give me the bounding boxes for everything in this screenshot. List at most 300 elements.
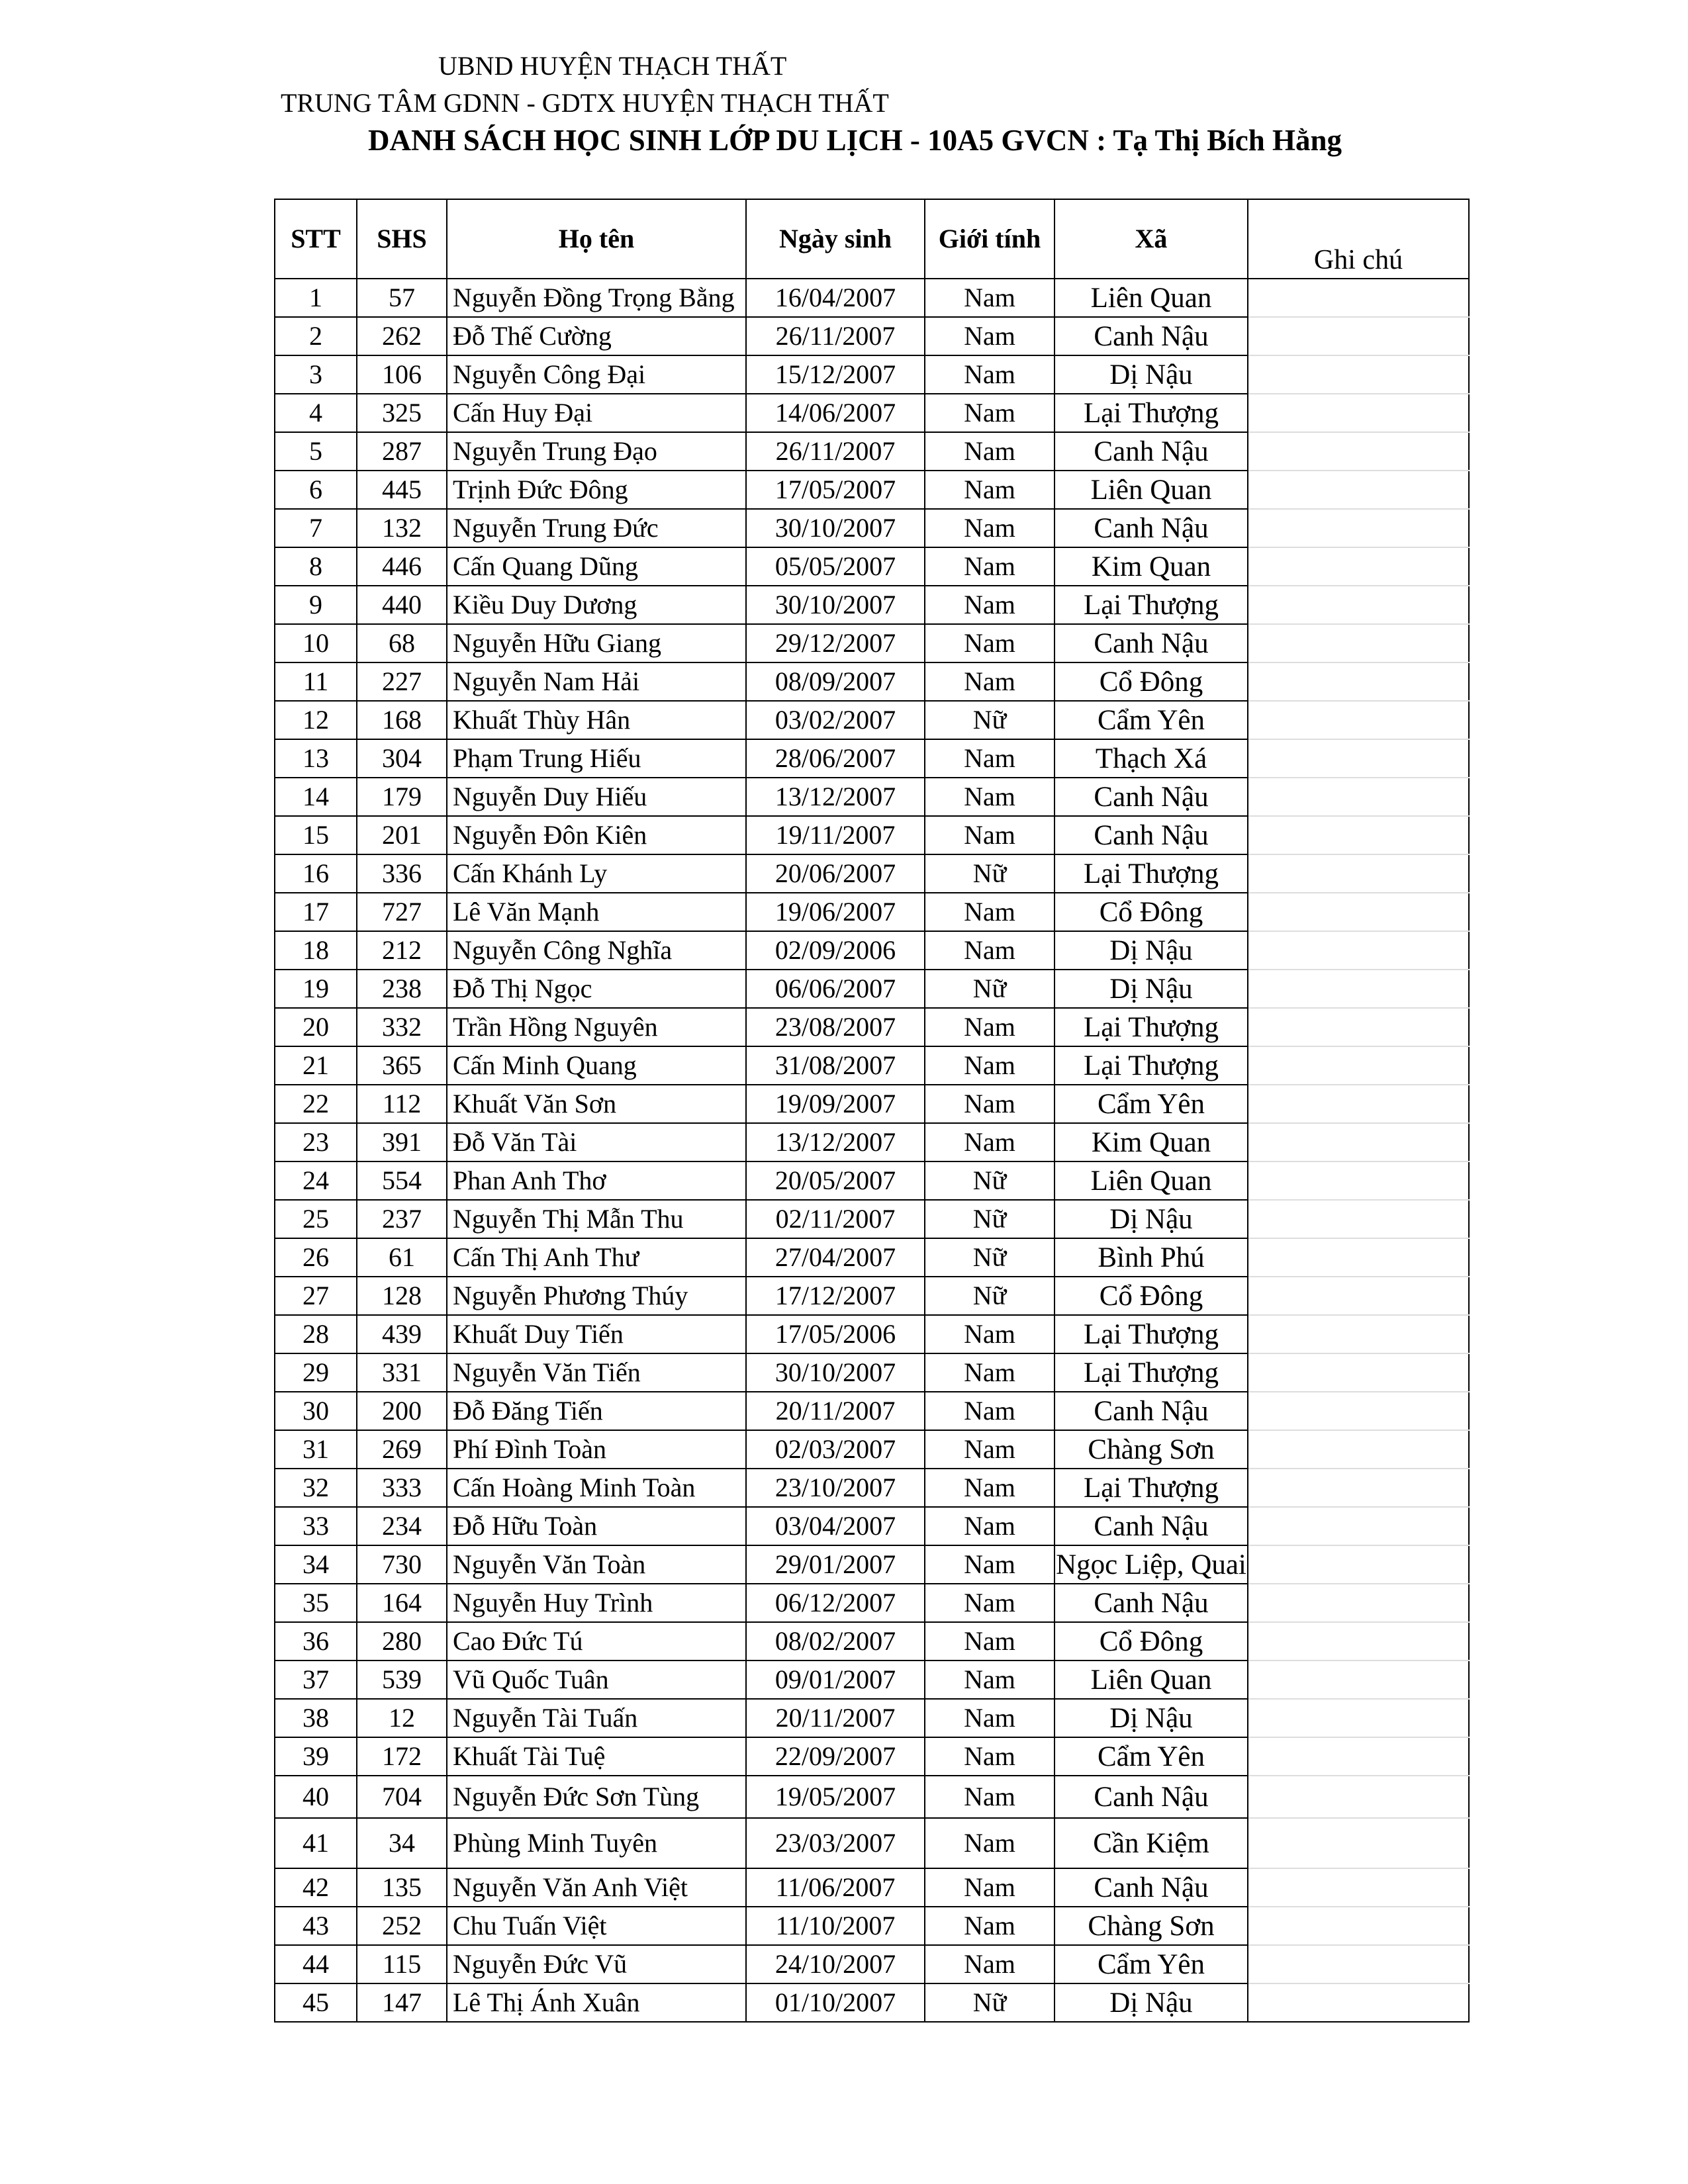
cell-shs: 332 bbox=[357, 1008, 447, 1046]
cell-gender: Nam bbox=[925, 1315, 1055, 1353]
cell-gender: Nữ bbox=[925, 1277, 1055, 1315]
cell-notes bbox=[1248, 1818, 1469, 1868]
cell-name: Nguyễn Duy Hiếu bbox=[447, 778, 746, 816]
cell-stt: 24 bbox=[275, 1161, 357, 1200]
cell-gender: Nam bbox=[925, 816, 1055, 854]
cell-name: Nguyễn Đôn Kiên bbox=[447, 816, 746, 854]
cell-shs: 227 bbox=[357, 662, 447, 701]
cell-commune: Lại Thượng bbox=[1055, 1469, 1248, 1507]
cell-gender: Nữ bbox=[925, 1200, 1055, 1238]
cell-name: Nguyễn Thị Mẫn Thu bbox=[447, 1200, 746, 1238]
cell-notes bbox=[1248, 471, 1469, 509]
table-row bbox=[275, 1545, 1469, 1584]
cell-stt: 12 bbox=[275, 701, 357, 739]
cell-notes bbox=[1248, 1737, 1469, 1776]
cell-dob: 20/05/2007 bbox=[746, 1161, 925, 1200]
table-row bbox=[275, 355, 1469, 394]
org-line-1: UBND HUYỆN THẠCH THẤT bbox=[438, 51, 787, 81]
cell-name: Trịnh Đức Đông bbox=[447, 471, 746, 509]
cell-commune: Dị Nậu bbox=[1055, 970, 1248, 1008]
cell-commune: Cẩm Yên bbox=[1055, 701, 1248, 739]
cell-stt: 14 bbox=[275, 778, 357, 816]
cell-stt: 28 bbox=[275, 1315, 357, 1353]
cell-gender: Nam bbox=[925, 586, 1055, 624]
table-row bbox=[275, 931, 1469, 970]
table-row bbox=[275, 1238, 1469, 1277]
cell-stt: 39 bbox=[275, 1737, 357, 1776]
cell-name: Cao Đức Tú bbox=[447, 1622, 746, 1661]
cell-dob: 15/12/2007 bbox=[746, 355, 925, 394]
table-row bbox=[275, 1392, 1469, 1430]
cell-notes bbox=[1248, 1907, 1469, 1945]
cell-notes bbox=[1248, 1983, 1469, 2022]
table-row bbox=[275, 854, 1469, 893]
cell-notes bbox=[1248, 1507, 1469, 1545]
cell-commune: Liên Quan bbox=[1055, 1661, 1248, 1699]
cell-dob: 02/09/2006 bbox=[746, 931, 925, 970]
cell-commune: Kim Quan bbox=[1055, 547, 1248, 586]
cell-shs: 68 bbox=[357, 624, 447, 662]
cell-name: Nguyễn Công Nghĩa bbox=[447, 931, 746, 970]
table-row bbox=[275, 701, 1469, 739]
table-row bbox=[275, 1699, 1469, 1737]
cell-notes bbox=[1248, 586, 1469, 624]
table-row bbox=[275, 1584, 1469, 1622]
cell-gender: Nam bbox=[925, 471, 1055, 509]
cell-name: Cấn Thị Anh Thư bbox=[447, 1238, 746, 1277]
cell-stt: 34 bbox=[275, 1545, 357, 1584]
cell-commune: Canh Nậu bbox=[1055, 432, 1248, 471]
cell-commune: Bình Phú bbox=[1055, 1238, 1248, 1277]
cell-name: Đỗ Thế Cường bbox=[447, 317, 746, 355]
cell-shs: 12 bbox=[357, 1699, 447, 1737]
cell-notes bbox=[1248, 1469, 1469, 1507]
cell-shs: 333 bbox=[357, 1469, 447, 1507]
cell-stt: 23 bbox=[275, 1123, 357, 1161]
cell-commune: Dị Nậu bbox=[1055, 931, 1248, 970]
cell-dob: 13/12/2007 bbox=[746, 1123, 925, 1161]
cell-gender: Nam bbox=[925, 931, 1055, 970]
cell-stt: 20 bbox=[275, 1008, 357, 1046]
cell-notes bbox=[1248, 701, 1469, 739]
cell-gender: Nam bbox=[925, 1776, 1055, 1818]
cell-stt: 4 bbox=[275, 394, 357, 432]
cell-shs: 252 bbox=[357, 1907, 447, 1945]
cell-name: Lê Thị Ánh Xuân bbox=[447, 1983, 746, 2022]
cell-dob: 29/01/2007 bbox=[746, 1545, 925, 1584]
cell-gender: Nam bbox=[925, 1392, 1055, 1430]
cell-gender: Nữ bbox=[925, 1161, 1055, 1200]
cell-shs: 34 bbox=[357, 1818, 447, 1868]
cell-gender: Nam bbox=[925, 547, 1055, 586]
cell-commune: Canh Nậu bbox=[1055, 1507, 1248, 1545]
cell-dob: 30/10/2007 bbox=[746, 509, 925, 547]
cell-name: Nguyễn Huy Trình bbox=[447, 1584, 746, 1622]
column-header-notes: Ghi chú bbox=[1248, 199, 1469, 279]
cell-notes bbox=[1248, 1008, 1469, 1046]
cell-dob: 14/06/2007 bbox=[746, 394, 925, 432]
cell-shs: 439 bbox=[357, 1315, 447, 1353]
cell-notes bbox=[1248, 547, 1469, 586]
org-line-2: TRUNG TÂM GDNN - GDTX HUYỆN THẠCH THẤT bbox=[281, 88, 889, 118]
cell-shs: 179 bbox=[357, 778, 447, 816]
cell-gender: Nam bbox=[925, 1699, 1055, 1737]
cell-commune: Lại Thượng bbox=[1055, 394, 1248, 432]
cell-shs: 212 bbox=[357, 931, 447, 970]
table-row bbox=[275, 1661, 1469, 1699]
cell-gender: Nam bbox=[925, 1353, 1055, 1392]
cell-name: Nguyễn Hữu Giang bbox=[447, 624, 746, 662]
cell-shs: 365 bbox=[357, 1046, 447, 1085]
cell-notes bbox=[1248, 1945, 1469, 1983]
cell-name: Nguyễn Trung Đức bbox=[447, 509, 746, 547]
cell-gender: Nam bbox=[925, 355, 1055, 394]
cell-name: Nguyễn Văn Anh Việt bbox=[447, 1868, 746, 1907]
cell-stt: 38 bbox=[275, 1699, 357, 1737]
cell-stt: 30 bbox=[275, 1392, 357, 1430]
cell-notes bbox=[1248, 624, 1469, 662]
cell-stt: 11 bbox=[275, 662, 357, 701]
table-row bbox=[275, 1277, 1469, 1315]
cell-commune: Dị Nậu bbox=[1055, 1699, 1248, 1737]
cell-commune: Ngọc Liệp, Quai bbox=[1055, 1545, 1248, 1584]
cell-notes bbox=[1248, 778, 1469, 816]
cell-name: Khuất Duy Tiến bbox=[447, 1315, 746, 1353]
cell-stt: 33 bbox=[275, 1507, 357, 1545]
cell-stt: 27 bbox=[275, 1277, 357, 1315]
cell-gender: Nam bbox=[925, 1584, 1055, 1622]
cell-dob: 03/04/2007 bbox=[746, 1507, 925, 1545]
cell-dob: 11/10/2007 bbox=[746, 1907, 925, 1945]
cell-dob: 16/04/2007 bbox=[746, 279, 925, 317]
cell-dob: 08/02/2007 bbox=[746, 1622, 925, 1661]
cell-shs: 147 bbox=[357, 1983, 447, 2022]
cell-gender: Nam bbox=[925, 624, 1055, 662]
cell-name: Trần Hồng Nguyên bbox=[447, 1008, 746, 1046]
cell-shs: 234 bbox=[357, 1507, 447, 1545]
cell-shs: 238 bbox=[357, 970, 447, 1008]
cell-stt: 32 bbox=[275, 1469, 357, 1507]
cell-dob: 23/10/2007 bbox=[746, 1469, 925, 1507]
table-row bbox=[275, 1200, 1469, 1238]
cell-shs: 304 bbox=[357, 739, 447, 778]
cell-gender: Nam bbox=[925, 1818, 1055, 1868]
cell-shs: 554 bbox=[357, 1161, 447, 1200]
cell-stt: 17 bbox=[275, 893, 357, 931]
cell-gender: Nam bbox=[925, 1737, 1055, 1776]
cell-dob: 23/08/2007 bbox=[746, 1008, 925, 1046]
cell-shs: 336 bbox=[357, 854, 447, 893]
cell-shs: 200 bbox=[357, 1392, 447, 1430]
cell-commune: Liên Quan bbox=[1055, 471, 1248, 509]
cell-stt: 37 bbox=[275, 1661, 357, 1699]
cell-commune: Liên Quan bbox=[1055, 1161, 1248, 1200]
cell-dob: 06/12/2007 bbox=[746, 1584, 925, 1622]
cell-shs: 325 bbox=[357, 394, 447, 432]
cell-commune: Cổ Đông bbox=[1055, 893, 1248, 931]
cell-stt: 7 bbox=[275, 509, 357, 547]
cell-name: Nguyễn Đức Vũ bbox=[447, 1945, 746, 1983]
cell-gender: Nam bbox=[925, 1868, 1055, 1907]
cell-notes bbox=[1248, 1622, 1469, 1661]
table-row bbox=[275, 778, 1469, 816]
cell-stt: 8 bbox=[275, 547, 357, 586]
cell-notes bbox=[1248, 509, 1469, 547]
cell-dob: 08/09/2007 bbox=[746, 662, 925, 701]
cell-dob: 30/10/2007 bbox=[746, 586, 925, 624]
cell-shs: 164 bbox=[357, 1584, 447, 1622]
cell-gender: Nam bbox=[925, 1430, 1055, 1469]
cell-stt: 3 bbox=[275, 355, 357, 394]
column-header-commune: Xã bbox=[1055, 199, 1248, 279]
table-row bbox=[275, 432, 1469, 471]
cell-shs: 106 bbox=[357, 355, 447, 394]
cell-name: Chu Tuấn Việt bbox=[447, 1907, 746, 1945]
cell-notes bbox=[1248, 1392, 1469, 1430]
cell-shs: 730 bbox=[357, 1545, 447, 1584]
cell-commune: Lại Thượng bbox=[1055, 586, 1248, 624]
cell-commune: Canh Nậu bbox=[1055, 1584, 1248, 1622]
cell-name: Phan Anh Thơ bbox=[447, 1161, 746, 1200]
cell-stt: 25 bbox=[275, 1200, 357, 1238]
cell-shs: 128 bbox=[357, 1277, 447, 1315]
cell-shs: 172 bbox=[357, 1737, 447, 1776]
cell-shs: 445 bbox=[357, 471, 447, 509]
cell-dob: 24/10/2007 bbox=[746, 1945, 925, 1983]
cell-dob: 23/03/2007 bbox=[746, 1818, 925, 1868]
cell-name: Cấn Quang Dũng bbox=[447, 547, 746, 586]
cell-name: Nguyễn Văn Toàn bbox=[447, 1545, 746, 1584]
cell-shs: 135 bbox=[357, 1868, 447, 1907]
cell-shs: 237 bbox=[357, 1200, 447, 1238]
cell-gender: Nam bbox=[925, 432, 1055, 471]
table-row bbox=[275, 1622, 1469, 1661]
cell-commune: Cổ Đông bbox=[1055, 662, 1248, 701]
cell-notes bbox=[1248, 1661, 1469, 1699]
cell-dob: 11/06/2007 bbox=[746, 1868, 925, 1907]
column-header-dob: Ngày sinh bbox=[746, 199, 925, 279]
cell-name: Nguyễn Đức Sơn Tùng bbox=[447, 1776, 746, 1818]
cell-stt: 21 bbox=[275, 1046, 357, 1085]
table-row bbox=[275, 893, 1469, 931]
table-row bbox=[275, 1507, 1469, 1545]
table-row bbox=[275, 547, 1469, 586]
cell-gender: Nam bbox=[925, 1545, 1055, 1584]
cell-commune: Canh Nậu bbox=[1055, 317, 1248, 355]
cell-commune: Canh Nậu bbox=[1055, 509, 1248, 547]
cell-shs: 201 bbox=[357, 816, 447, 854]
cell-stt: 31 bbox=[275, 1430, 357, 1469]
cell-name: Vũ Quốc Tuân bbox=[447, 1661, 746, 1699]
cell-stt: 22 bbox=[275, 1085, 357, 1123]
cell-stt: 45 bbox=[275, 1983, 357, 2022]
cell-shs: 269 bbox=[357, 1430, 447, 1469]
cell-dob: 17/12/2007 bbox=[746, 1277, 925, 1315]
cell-dob: 17/05/2006 bbox=[746, 1315, 925, 1353]
cell-shs: 727 bbox=[357, 893, 447, 931]
cell-stt: 13 bbox=[275, 739, 357, 778]
cell-name: Phí Đình Toàn bbox=[447, 1430, 746, 1469]
cell-gender: Nam bbox=[925, 893, 1055, 931]
cell-stt: 36 bbox=[275, 1622, 357, 1661]
table-row bbox=[275, 1008, 1469, 1046]
cell-stt: 40 bbox=[275, 1776, 357, 1818]
table-row bbox=[275, 970, 1469, 1008]
cell-name: Đỗ Đăng Tiến bbox=[447, 1392, 746, 1430]
cell-dob: 30/10/2007 bbox=[746, 1353, 925, 1392]
cell-name: Khuất Văn Sơn bbox=[447, 1085, 746, 1123]
cell-name: Khuất Thùy Hân bbox=[447, 701, 746, 739]
cell-commune: Dị Nậu bbox=[1055, 355, 1248, 394]
cell-commune: Lại Thượng bbox=[1055, 854, 1248, 893]
cell-gender: Nam bbox=[925, 662, 1055, 701]
cell-name: Đỗ Hữu Toàn bbox=[447, 1507, 746, 1545]
cell-shs: 168 bbox=[357, 701, 447, 739]
cell-notes bbox=[1248, 1161, 1469, 1200]
cell-stt: 41 bbox=[275, 1818, 357, 1868]
cell-commune: Cổ Đông bbox=[1055, 1622, 1248, 1661]
cell-commune: Lại Thượng bbox=[1055, 1008, 1248, 1046]
cell-dob: 13/12/2007 bbox=[746, 778, 925, 816]
cell-shs: 446 bbox=[357, 547, 447, 586]
cell-commune: Canh Nậu bbox=[1055, 1776, 1248, 1818]
table-row bbox=[275, 1046, 1469, 1085]
column-header-shs: SHS bbox=[357, 199, 447, 279]
cell-stt: 35 bbox=[275, 1584, 357, 1622]
cell-dob: 05/05/2007 bbox=[746, 547, 925, 586]
cell-shs: 112 bbox=[357, 1085, 447, 1123]
cell-stt: 6 bbox=[275, 471, 357, 509]
student-list-table bbox=[274, 199, 1470, 2023]
cell-stt: 19 bbox=[275, 970, 357, 1008]
table-row bbox=[275, 1818, 1469, 1868]
cell-dob: 26/11/2007 bbox=[746, 432, 925, 471]
table-row bbox=[275, 1353, 1469, 1392]
table-row bbox=[275, 1469, 1469, 1507]
cell-gender: Nữ bbox=[925, 970, 1055, 1008]
cell-name: Đỗ Thị Ngọc bbox=[447, 970, 746, 1008]
cell-gender: Nữ bbox=[925, 1238, 1055, 1277]
cell-name: Nguyễn Công Đại bbox=[447, 355, 746, 394]
cell-gender: Nam bbox=[925, 317, 1055, 355]
cell-name: Cấn Minh Quang bbox=[447, 1046, 746, 1085]
cell-name: Khuất Tài Tuệ bbox=[447, 1737, 746, 1776]
cell-commune: Canh Nậu bbox=[1055, 624, 1248, 662]
cell-commune: Canh Nậu bbox=[1055, 1868, 1248, 1907]
cell-shs: 262 bbox=[357, 317, 447, 355]
cell-notes bbox=[1248, 1238, 1469, 1277]
cell-commune: Cần Kiệm bbox=[1055, 1818, 1248, 1868]
cell-name: Nguyễn Nam Hải bbox=[447, 662, 746, 701]
cell-notes bbox=[1248, 970, 1469, 1008]
table-row bbox=[275, 624, 1469, 662]
cell-shs: 391 bbox=[357, 1123, 447, 1161]
cell-dob: 02/03/2007 bbox=[746, 1430, 925, 1469]
cell-stt: 5 bbox=[275, 432, 357, 471]
cell-commune: Chàng Sơn bbox=[1055, 1430, 1248, 1469]
cell-dob: 20/11/2007 bbox=[746, 1392, 925, 1430]
cell-dob: 20/06/2007 bbox=[746, 854, 925, 893]
cell-stt: 44 bbox=[275, 1945, 357, 1983]
cell-commune: Lại Thượng bbox=[1055, 1353, 1248, 1392]
cell-shs: 287 bbox=[357, 432, 447, 471]
cell-dob: 28/06/2007 bbox=[746, 739, 925, 778]
cell-shs: 440 bbox=[357, 586, 447, 624]
table-row bbox=[275, 662, 1469, 701]
cell-notes bbox=[1248, 931, 1469, 970]
cell-stt: 2 bbox=[275, 317, 357, 355]
column-header-name: Họ tên bbox=[447, 199, 746, 279]
cell-commune: Canh Nậu bbox=[1055, 1392, 1248, 1430]
cell-stt: 42 bbox=[275, 1868, 357, 1907]
cell-dob: 27/04/2007 bbox=[746, 1238, 925, 1277]
cell-stt: 29 bbox=[275, 1353, 357, 1392]
cell-gender: Nam bbox=[925, 394, 1055, 432]
cell-dob: 29/12/2007 bbox=[746, 624, 925, 662]
cell-shs: 61 bbox=[357, 1238, 447, 1277]
cell-dob: 02/11/2007 bbox=[746, 1200, 925, 1238]
cell-name: Phạm Trung Hiếu bbox=[447, 739, 746, 778]
cell-shs: 704 bbox=[357, 1776, 447, 1818]
cell-dob: 31/08/2007 bbox=[746, 1046, 925, 1085]
cell-notes bbox=[1248, 1277, 1469, 1315]
cell-notes bbox=[1248, 662, 1469, 701]
cell-commune: Cẩm Yên bbox=[1055, 1945, 1248, 1983]
table-row bbox=[275, 816, 1469, 854]
cell-notes bbox=[1248, 1868, 1469, 1907]
cell-commune: Canh Nậu bbox=[1055, 778, 1248, 816]
cell-notes bbox=[1248, 1776, 1469, 1818]
cell-commune: Liên Quan bbox=[1055, 279, 1248, 317]
cell-notes bbox=[1248, 394, 1469, 432]
cell-gender: Nữ bbox=[925, 854, 1055, 893]
cell-dob: 20/11/2007 bbox=[746, 1699, 925, 1737]
cell-name: Phùng Minh Tuyên bbox=[447, 1818, 746, 1868]
column-header-gender: Giới tính bbox=[925, 199, 1055, 279]
cell-notes bbox=[1248, 1315, 1469, 1353]
cell-notes bbox=[1248, 355, 1469, 394]
cell-gender: Nam bbox=[925, 1085, 1055, 1123]
cell-commune: Lại Thượng bbox=[1055, 1046, 1248, 1085]
cell-name: Cấn Khánh Ly bbox=[447, 854, 746, 893]
cell-stt: 16 bbox=[275, 854, 357, 893]
cell-dob: 17/05/2007 bbox=[746, 471, 925, 509]
cell-gender: Nam bbox=[925, 1507, 1055, 1545]
cell-commune: Dị Nậu bbox=[1055, 1200, 1248, 1238]
cell-notes bbox=[1248, 1085, 1469, 1123]
cell-name: Nguyễn Đồng Trọng Bằng bbox=[447, 279, 746, 317]
cell-shs: 132 bbox=[357, 509, 447, 547]
cell-shs: 331 bbox=[357, 1353, 447, 1392]
cell-notes bbox=[1248, 279, 1469, 317]
document-title: DANH SÁCH HỌC SINH LỚP DU LỊCH - 10A5 GVCN : Tạ Thị Bích Hằng bbox=[368, 124, 1342, 157]
table-header-row bbox=[275, 199, 1469, 279]
cell-gender: Nam bbox=[925, 279, 1055, 317]
cell-dob: 26/11/2007 bbox=[746, 317, 925, 355]
cell-gender: Nam bbox=[925, 1622, 1055, 1661]
cell-notes bbox=[1248, 893, 1469, 931]
cell-notes bbox=[1248, 854, 1469, 893]
cell-dob: 09/01/2007 bbox=[746, 1661, 925, 1699]
cell-stt: 43 bbox=[275, 1907, 357, 1945]
cell-gender: Nam bbox=[925, 1661, 1055, 1699]
cell-dob: 03/02/2007 bbox=[746, 701, 925, 739]
cell-notes bbox=[1248, 1430, 1469, 1469]
cell-shs: 280 bbox=[357, 1622, 447, 1661]
table-row bbox=[275, 1315, 1469, 1353]
table-row bbox=[275, 317, 1469, 355]
cell-stt: 9 bbox=[275, 586, 357, 624]
